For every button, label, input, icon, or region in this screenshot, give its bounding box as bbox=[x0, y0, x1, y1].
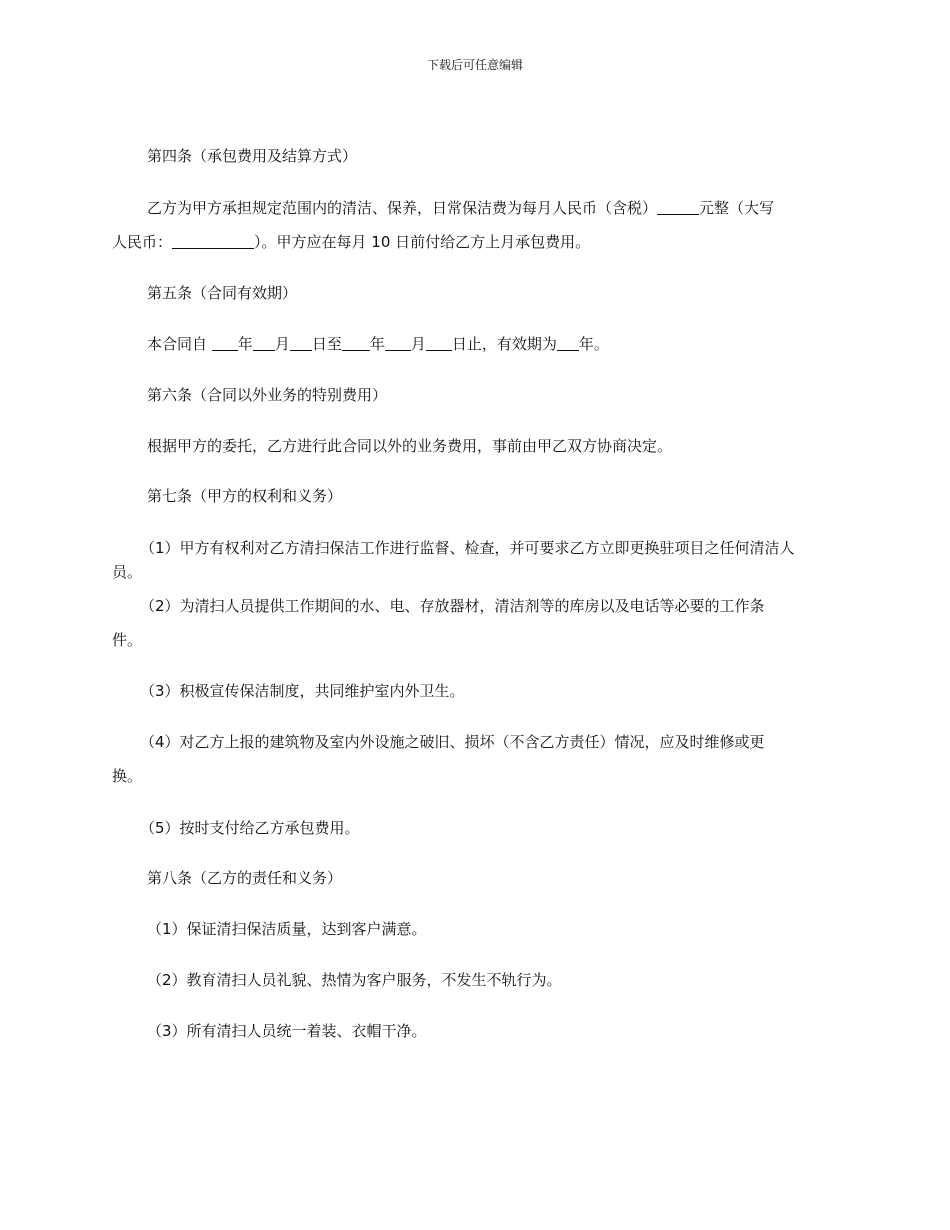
contract-from-text: 本合同自 bbox=[147, 335, 208, 353]
end-year-blank bbox=[342, 335, 370, 351]
article-8-item-1: （1）保证清扫保洁质量，达到客户满意。 bbox=[147, 920, 427, 938]
article-4-paragraph-line-1 bbox=[147, 198, 774, 218]
article-7-item-2-line-2: 件。 bbox=[112, 631, 143, 649]
article-7-item-3: （3）积极宣传保洁制度，共同维护室内外卫生。 bbox=[140, 682, 465, 700]
end-month-blank bbox=[385, 335, 411, 351]
article-8-item-2: （2）教育清扫人员礼貌、热情为客户服务，不发生不轨行为。 bbox=[147, 971, 562, 989]
article-4-text-d: ）。甲方应在每月 10 日前付给乙方上月承包费用。 bbox=[254, 233, 591, 251]
month-text: 月 bbox=[274, 335, 290, 353]
start-year-blank bbox=[212, 335, 238, 351]
article-7-item-4-line-1: （4）对乙方上报的建筑物及室内外设施之破旧、损坏（不含乙方责任）情况，应及时维修或更 bbox=[140, 733, 765, 751]
start-month-blank bbox=[253, 335, 275, 351]
article-6-paragraph: 根据甲方的委托，乙方进行此合同以外的业务费用，事前由甲乙双方协商决定。 bbox=[147, 437, 673, 455]
article-7-item-1-line-1: （1）甲方有权利对乙方清扫保洁工作进行监督、检查，并可要求乙方立即更换驻项目之任何清洁人 bbox=[140, 539, 795, 557]
start-day-blank bbox=[290, 335, 312, 351]
article-7-title: 第七条（甲方的权利和义务） bbox=[147, 487, 343, 505]
validity-years-blank bbox=[557, 335, 579, 351]
article-7-item-1-line-2: 员。 bbox=[112, 563, 143, 581]
fee-amount-blank bbox=[657, 199, 699, 215]
article-6-title: 第六条（合同以外业务的特别费用） bbox=[147, 386, 388, 404]
article-7-item-4-line-2: 换。 bbox=[112, 767, 143, 785]
article-4-paragraph-line-2 bbox=[112, 232, 590, 252]
article-8-title: 第八条（乙方的责任和义务） bbox=[147, 869, 343, 887]
article-7-item-5: （5）按时支付给乙方承包费用。 bbox=[140, 819, 360, 837]
page-header-note: 下载后可任意编辑 bbox=[426, 58, 523, 72]
article-4-text-b: 元整（大写 bbox=[699, 199, 775, 217]
article-4-title: 第四条（承包费用及结算方式） bbox=[147, 147, 358, 165]
end-day-blank bbox=[426, 335, 452, 351]
day-to-text: 日至 bbox=[311, 335, 342, 353]
fee-amount-uppercase-blank bbox=[172, 233, 254, 249]
year-text: 年 bbox=[237, 335, 253, 353]
year-text: 年 bbox=[369, 335, 385, 353]
article-4-text-a: 乙方为甲方承担规定范围内的清洁、保养，日常保洁费为每月人民币（含税） bbox=[147, 199, 658, 217]
year-end-text: 年。 bbox=[578, 335, 609, 353]
article-7-item-2-line-1: （2）为清扫人员提供工作期间的水、电、存放器材，清洁剂等的库房以及电话等必要的工作条 bbox=[140, 597, 765, 615]
article-8-item-3: （3）所有清扫人员统一着装、衣帽干净。 bbox=[147, 1022, 427, 1040]
article-5-paragraph bbox=[147, 334, 609, 354]
month-text: 月 bbox=[410, 335, 426, 353]
day-end-text: 日止，有效期为 bbox=[451, 335, 557, 353]
article-5-title: 第五条（合同有效期） bbox=[147, 284, 298, 302]
article-4-text-c: 人民币： bbox=[112, 233, 173, 251]
